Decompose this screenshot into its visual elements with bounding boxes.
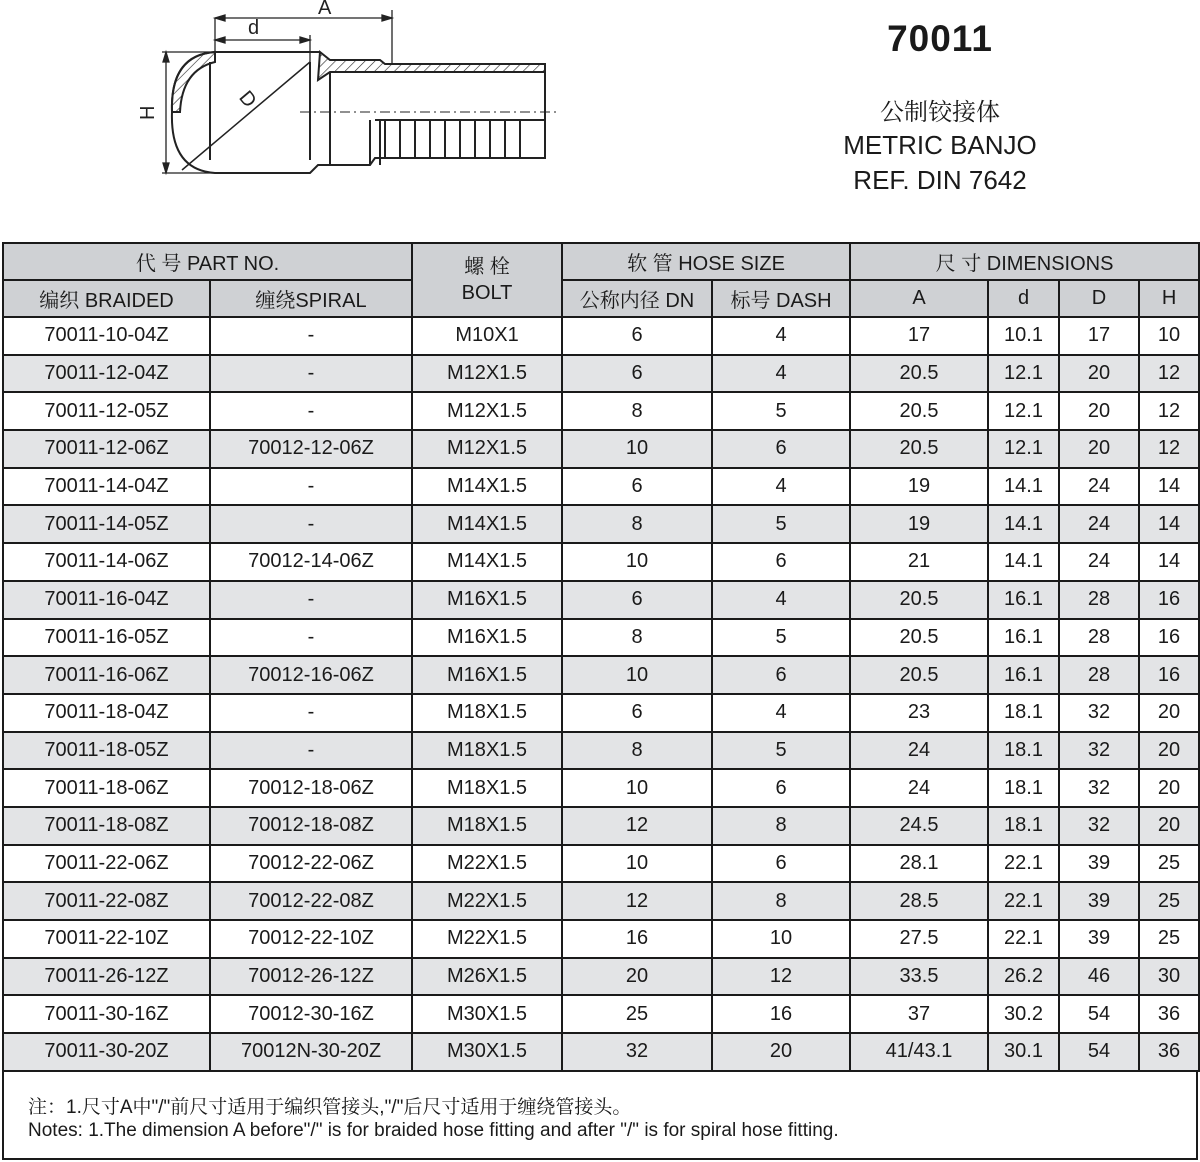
cell-spiral: - (210, 732, 412, 770)
cell-h: 12 (1139, 355, 1199, 393)
cell-small-d: 10.1 (988, 317, 1059, 355)
column-h: H (1139, 280, 1199, 317)
cell-spiral: 70012-22-06Z (210, 845, 412, 883)
cell-small-d: 18.1 (988, 769, 1059, 807)
cell-spiral: - (210, 581, 412, 619)
cell-dash: 6 (712, 656, 850, 694)
cell-dn: 10 (562, 769, 712, 807)
cell-bolt: M16X1.5 (412, 619, 562, 657)
cell-dn: 20 (562, 958, 712, 996)
cell-h: 25 (1139, 920, 1199, 958)
cell-dn: 6 (562, 317, 712, 355)
cell-bolt: M18X1.5 (412, 732, 562, 770)
cell-spiral: 70012-12-06Z (210, 430, 412, 468)
cell-a: 17 (850, 317, 988, 355)
cell-a: 20.5 (850, 430, 988, 468)
table-row (3, 920, 1199, 958)
table-row (3, 468, 1199, 506)
cell-braided: 70011-16-05Z (3, 619, 210, 657)
cell-dash: 20 (712, 1033, 850, 1071)
cell-a: 28.1 (850, 845, 988, 883)
cell-bolt: M16X1.5 (412, 656, 562, 694)
cell-small-d: 12.1 (988, 430, 1059, 468)
cell-bolt: M18X1.5 (412, 769, 562, 807)
cell-bolt: M30X1.5 (412, 995, 562, 1033)
cell-spiral: - (210, 505, 412, 543)
table-row (3, 430, 1199, 468)
cell-bolt: M14X1.5 (412, 505, 562, 543)
cell-a: 27.5 (850, 920, 988, 958)
cell-a: 20.5 (850, 619, 988, 657)
cell-spiral: 70012N-30-20Z (210, 1033, 412, 1071)
cell-dash: 10 (712, 920, 850, 958)
cell-dn: 6 (562, 694, 712, 732)
cell-a: 24 (850, 769, 988, 807)
cell-dn: 16 (562, 920, 712, 958)
cell-big-d: 32 (1059, 807, 1139, 845)
cell-h: 16 (1139, 581, 1199, 619)
banjo-fitting-drawing (130, 0, 590, 215)
cell-braided: 70011-30-20Z (3, 1033, 210, 1071)
cell-dash: 6 (712, 430, 850, 468)
cell-big-d: 39 (1059, 882, 1139, 920)
cell-big-d: 54 (1059, 995, 1139, 1033)
cell-dash: 4 (712, 355, 850, 393)
cell-big-d: 17 (1059, 317, 1139, 355)
cell-dash: 5 (712, 505, 850, 543)
cell-small-d: 22.1 (988, 882, 1059, 920)
table-row (3, 392, 1199, 430)
table-row (3, 505, 1199, 543)
dim-label-h: H (137, 105, 159, 120)
cell-dn: 8 (562, 505, 712, 543)
column-braided: 编织 BRAIDED (3, 280, 210, 317)
cell-big-d: 20 (1059, 430, 1139, 468)
cell-h: 10 (1139, 317, 1199, 355)
cell-a: 20.5 (850, 656, 988, 694)
cell-dn: 10 (562, 543, 712, 581)
cell-braided: 70011-14-06Z (3, 543, 210, 581)
cell-big-d: 28 (1059, 619, 1139, 657)
dim-label-small-d: d (248, 17, 260, 39)
cell-small-d: 30.2 (988, 995, 1059, 1033)
cell-small-d: 14.1 (988, 505, 1059, 543)
cell-big-d: 28 (1059, 581, 1139, 619)
cell-a: 24.5 (850, 807, 988, 845)
cell-braided: 70011-16-04Z (3, 581, 210, 619)
cell-big-d: 32 (1059, 694, 1139, 732)
cell-small-d: 12.1 (988, 355, 1059, 393)
table-row (3, 769, 1199, 807)
cell-dn: 6 (562, 581, 712, 619)
column-small-d: d (988, 280, 1059, 317)
cell-braided: 70011-10-04Z (3, 317, 210, 355)
cell-dash: 5 (712, 732, 850, 770)
cell-h: 20 (1139, 694, 1199, 732)
cell-a: 19 (850, 505, 988, 543)
cell-braided: 70011-12-05Z (3, 392, 210, 430)
cell-spiral: 70012-18-06Z (210, 769, 412, 807)
cell-spiral: 70012-18-08Z (210, 807, 412, 845)
cell-dash: 4 (712, 581, 850, 619)
cell-bolt: M30X1.5 (412, 1033, 562, 1071)
cell-a: 21 (850, 543, 988, 581)
cell-a: 20.5 (850, 581, 988, 619)
table-row (3, 845, 1199, 883)
cell-dn: 8 (562, 732, 712, 770)
cell-h: 30 (1139, 958, 1199, 996)
cell-spiral: 70012-30-16Z (210, 995, 412, 1033)
cell-dn: 10 (562, 430, 712, 468)
table-row (3, 317, 1199, 355)
cell-small-d: 18.1 (988, 807, 1059, 845)
cell-big-d: 32 (1059, 732, 1139, 770)
cell-small-d: 16.1 (988, 581, 1059, 619)
cell-a: 19 (850, 468, 988, 506)
cell-big-d: 46 (1059, 958, 1139, 996)
cell-bolt: M10X1 (412, 317, 562, 355)
cell-dash: 4 (712, 468, 850, 506)
cell-spiral: - (210, 392, 412, 430)
cell-spiral: - (210, 694, 412, 732)
cell-h: 14 (1139, 543, 1199, 581)
cell-spiral: - (210, 355, 412, 393)
table-row (3, 543, 1199, 581)
subtitle-chinese: 公制铰接体 (880, 99, 1000, 126)
notes-box (2, 1070, 1198, 1160)
cell-big-d: 20 (1059, 355, 1139, 393)
column-big-d: D (1059, 280, 1139, 317)
cell-dn: 10 (562, 656, 712, 694)
cell-spiral: 70012-26-12Z (210, 958, 412, 996)
cell-big-d: 20 (1059, 392, 1139, 430)
table-row (3, 1033, 1199, 1071)
cell-big-d: 24 (1059, 468, 1139, 506)
cell-h: 14 (1139, 468, 1199, 506)
cell-h: 36 (1139, 1033, 1199, 1071)
header-dimensions: 尺 寸 DIMENSIONS (850, 243, 1199, 280)
specification-table (2, 242, 1200, 1072)
cell-bolt: M22X1.5 (412, 845, 562, 883)
cell-dn: 6 (562, 468, 712, 506)
cell-h: 16 (1139, 656, 1199, 694)
cell-spiral: - (210, 619, 412, 657)
cell-small-d: 16.1 (988, 619, 1059, 657)
cell-braided: 70011-12-06Z (3, 430, 210, 468)
cell-small-d: 18.1 (988, 732, 1059, 770)
note-chinese: 注：1.尺寸A中"/"前尺寸适用于编织管接头,"/"后尺寸适用于缠绕管接头。 (28, 1097, 632, 1118)
cell-spiral: 70012-22-10Z (210, 920, 412, 958)
cell-braided: 70011-22-06Z (3, 845, 210, 883)
cell-braided: 70011-18-05Z (3, 732, 210, 770)
header-bolt (412, 243, 562, 317)
cell-braided: 70011-18-04Z (3, 694, 210, 732)
table-row (3, 656, 1199, 694)
cell-braided: 70011-14-05Z (3, 505, 210, 543)
cell-bolt: M26X1.5 (412, 958, 562, 996)
cell-small-d: 22.1 (988, 845, 1059, 883)
cell-small-d: 16.1 (988, 656, 1059, 694)
table-row (3, 807, 1199, 845)
cell-dash: 6 (712, 845, 850, 883)
cell-small-d: 12.1 (988, 392, 1059, 430)
cell-big-d: 54 (1059, 1033, 1139, 1071)
cell-a: 20.5 (850, 355, 988, 393)
cell-a: 41/43.1 (850, 1033, 988, 1071)
cell-dn: 32 (562, 1033, 712, 1071)
cell-dash: 5 (712, 619, 850, 657)
cell-braided: 70011-18-08Z (3, 807, 210, 845)
cell-bolt: M16X1.5 (412, 581, 562, 619)
table-row (3, 694, 1199, 732)
subtitle-english: METRIC BANJO (843, 130, 1037, 160)
cell-dn: 8 (562, 392, 712, 430)
cell-a: 28.5 (850, 882, 988, 920)
cell-dash: 4 (712, 694, 850, 732)
cell-braided: 70011-14-04Z (3, 468, 210, 506)
table-row (3, 732, 1199, 770)
cell-dn: 10 (562, 845, 712, 883)
table-row (3, 958, 1199, 996)
cell-bolt: M12X1.5 (412, 392, 562, 430)
cell-dash: 4 (712, 317, 850, 355)
cell-braided: 70011-12-04Z (3, 355, 210, 393)
cell-big-d: 24 (1059, 505, 1139, 543)
cell-h: 14 (1139, 505, 1199, 543)
cell-small-d: 14.1 (988, 468, 1059, 506)
header-hose-size: 软 管 HOSE SIZE (562, 243, 850, 280)
table-row (3, 995, 1199, 1033)
table-row (3, 619, 1199, 657)
cell-dash: 5 (712, 392, 850, 430)
cell-dash: 8 (712, 882, 850, 920)
header-part-no: 代 号 PART NO. (3, 243, 412, 280)
cell-spiral: 70012-16-06Z (210, 656, 412, 694)
cell-bolt: M18X1.5 (412, 694, 562, 732)
cell-bolt: M12X1.5 (412, 430, 562, 468)
cell-braided: 70011-22-10Z (3, 920, 210, 958)
cell-a: 23 (850, 694, 988, 732)
cell-dn: 25 (562, 995, 712, 1033)
cell-small-d: 18.1 (988, 694, 1059, 732)
cell-spiral: 70012-22-08Z (210, 882, 412, 920)
cell-braided: 70011-26-12Z (3, 958, 210, 996)
cell-dn: 12 (562, 807, 712, 845)
cell-bolt: M12X1.5 (412, 355, 562, 393)
cell-h: 20 (1139, 807, 1199, 845)
cell-dash: 12 (712, 958, 850, 996)
cell-a: 24 (850, 732, 988, 770)
cell-braided: 70011-16-06Z (3, 656, 210, 694)
cell-h: 36 (1139, 995, 1199, 1033)
cell-big-d: 39 (1059, 920, 1139, 958)
dim-label-a: A (318, 0, 332, 19)
cell-h: 16 (1139, 619, 1199, 657)
cell-bolt: M18X1.5 (412, 807, 562, 845)
cell-h: 25 (1139, 882, 1199, 920)
column-dash: 标号 DASH (712, 280, 850, 317)
cell-big-d: 39 (1059, 845, 1139, 883)
cell-h: 12 (1139, 430, 1199, 468)
cell-dn: 6 (562, 355, 712, 393)
cell-dash: 16 (712, 995, 850, 1033)
specification-rows (3, 317, 1199, 1071)
cell-h: 20 (1139, 769, 1199, 807)
cell-a: 20.5 (850, 392, 988, 430)
cell-h: 12 (1139, 392, 1199, 430)
cell-big-d: 32 (1059, 769, 1139, 807)
cell-small-d: 22.1 (988, 920, 1059, 958)
cell-a: 37 (850, 995, 988, 1033)
cell-braided: 70011-18-06Z (3, 769, 210, 807)
cell-h: 25 (1139, 845, 1199, 883)
cell-bolt: M14X1.5 (412, 468, 562, 506)
dim-label-big-d: D (234, 86, 261, 113)
table-row (3, 581, 1199, 619)
cell-spiral: 70012-14-06Z (210, 543, 412, 581)
part-series-title: 70011 (887, 18, 993, 59)
column-a: A (850, 280, 988, 317)
cell-spiral: - (210, 317, 412, 355)
column-spiral: 缠绕SPIRAL (210, 280, 412, 317)
cell-a: 33.5 (850, 958, 988, 996)
reference-standard: REF. DIN 7642 (853, 165, 1027, 195)
cell-small-d: 30.1 (988, 1033, 1059, 1071)
cell-small-d: 26.2 (988, 958, 1059, 996)
cell-dn: 8 (562, 619, 712, 657)
cell-big-d: 24 (1059, 543, 1139, 581)
header-bolt-text: 螺 栓 BOLT (461, 256, 513, 304)
cell-braided: 70011-30-16Z (3, 995, 210, 1033)
cell-bolt: M22X1.5 (412, 882, 562, 920)
cell-bolt: M22X1.5 (412, 920, 562, 958)
column-dn: 公称内径 DN (562, 280, 712, 317)
cell-big-d: 28 (1059, 656, 1139, 694)
table-row (3, 355, 1199, 393)
cell-small-d: 14.1 (988, 543, 1059, 581)
cell-h: 20 (1139, 732, 1199, 770)
cell-dn: 12 (562, 882, 712, 920)
cell-braided: 70011-22-08Z (3, 882, 210, 920)
cell-dash: 6 (712, 543, 850, 581)
cell-bolt: M14X1.5 (412, 543, 562, 581)
cell-spiral: - (210, 468, 412, 506)
note-english: Notes: 1.The dimension A before"/" is for braided hose fitting and after "/" is for spiral hose fitting. (28, 1120, 839, 1141)
cell-dash: 8 (712, 807, 850, 845)
cell-dash: 6 (712, 769, 850, 807)
table-row (3, 882, 1199, 920)
